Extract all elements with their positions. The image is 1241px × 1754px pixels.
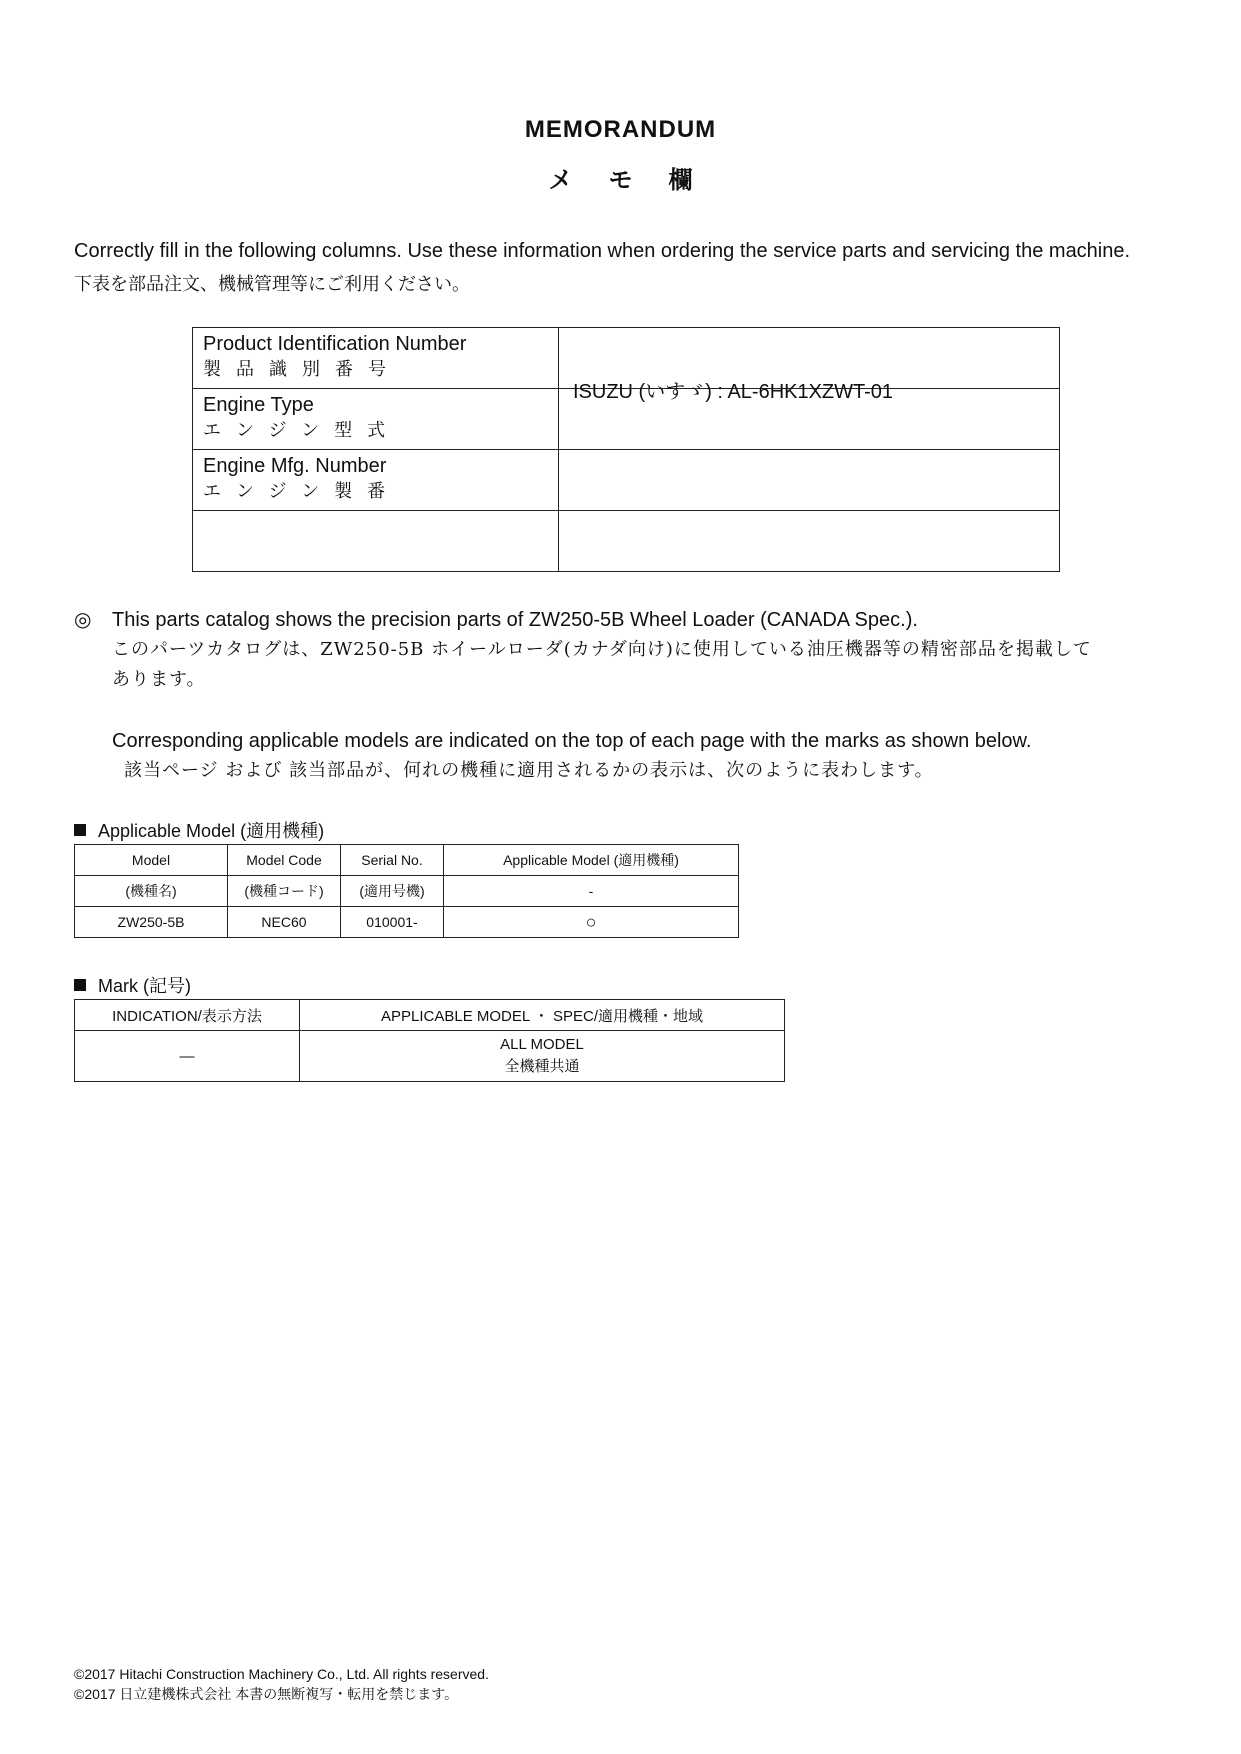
- table-row: [193, 450, 1060, 511]
- footer: [74, 1664, 489, 1704]
- engine-type-label: [193, 389, 559, 450]
- memo-table: [192, 327, 1060, 572]
- table-header-row: [75, 876, 739, 907]
- table-header-row: [75, 845, 739, 876]
- header-serial-jp: (適用号機): [341, 876, 444, 907]
- table-row: [193, 511, 1060, 572]
- label-en: Engine Type: [203, 394, 314, 416]
- square-bullet-icon: [74, 979, 86, 991]
- label-jp: エンジン型式: [203, 420, 401, 441]
- instructions-jp: 下表を部品注文、機械管理等にご利用ください。: [74, 274, 470, 295]
- header-applicable: Applicable Model (適用機種): [444, 845, 739, 876]
- catalog-note-jp-1: このパーツカタログは、ZW250-5B ホイールローダ(カナダ向け)に使用している油圧機器等の精密部品を掲載して: [112, 639, 1092, 660]
- cell-model: ZW250-5B: [75, 907, 228, 938]
- cell-serial: 010001-: [341, 907, 444, 938]
- heading-text: Applicable Model (適用機種): [98, 821, 325, 841]
- blank-label[interactable]: [193, 511, 559, 572]
- header-model-code: Model Code: [228, 845, 341, 876]
- catalog-note: [74, 605, 1174, 695]
- header-model-code-jp: (機種コード): [228, 876, 341, 907]
- engine-type-value: ISUZU (いすゞ) : AL-6HK1XZWT-01: [559, 359, 1060, 420]
- engine-mfg-field[interactable]: [559, 450, 1060, 511]
- engine-mfg-label: [193, 450, 559, 511]
- header-applicable-jp: -: [444, 876, 739, 907]
- mark-heading: [74, 972, 191, 998]
- header-model: Model: [75, 845, 228, 876]
- header-model-jp: (機種名): [75, 876, 228, 907]
- table-header-row: [75, 1000, 785, 1031]
- header-serial: Serial No.: [341, 845, 444, 876]
- catalog-note-jp-2: あります。: [112, 669, 206, 690]
- corresponding-note: [112, 726, 1192, 786]
- label-jp: エンジン製番: [203, 481, 401, 502]
- double-circle-icon: ◎: [74, 609, 92, 631]
- instructions-en: Correctly fill in the following columns. Use these information when ordering the service parts and servicing the machine.: [74, 240, 1131, 262]
- cell-indication: —: [75, 1031, 300, 1082]
- header-spec: APPLICABLE MODEL ・ SPEC/適用機種・地域: [300, 1000, 785, 1031]
- square-bullet-icon: [74, 824, 86, 836]
- label-jp: 製品識別番号: [203, 359, 401, 380]
- applicable-model-table: [74, 844, 739, 938]
- corresponding-jp: 該当ページ および 該当部品が、何れの機種に適用されるかの表示は、次のように表わします。: [124, 760, 934, 781]
- label-en: Engine Mfg. Number: [203, 455, 387, 477]
- cell-spec: [300, 1031, 785, 1082]
- product-id-label: [193, 328, 559, 389]
- spec-jp: 全機種共通: [504, 1058, 580, 1075]
- cell-applicable-mark: ○: [444, 907, 739, 938]
- copyright-en: ©2017 Hitachi Construction Machinery Co., Ltd. All rights reserved.: [74, 1666, 489, 1682]
- table-row: [75, 907, 739, 938]
- page-title-jp: メモ欄: [548, 167, 729, 194]
- heading-text: Mark (記号): [98, 976, 191, 996]
- table-row: [75, 1031, 785, 1082]
- blank-field[interactable]: [559, 511, 1060, 572]
- table-row: [193, 389, 1060, 450]
- applicable-model-heading: [74, 817, 324, 843]
- label-en: Product Identification Number: [203, 333, 467, 355]
- mark-table: [74, 999, 785, 1082]
- cell-model-code: NEC60: [228, 907, 341, 938]
- corresponding-en: Corresponding applicable models are indicated on the top of each page with the marks as shown below.: [112, 730, 1032, 752]
- header-indication: INDICATION/表示方法: [75, 1000, 300, 1031]
- page-title: MEMORANDUM: [524, 116, 717, 143]
- spec-en: ALL MODEL: [500, 1036, 584, 1053]
- copyright-jp: ©2017 日立建機株式会社 本書の無断複写・転用を禁じます。: [74, 1686, 459, 1702]
- catalog-note-en: This parts catalog shows the precision parts of ZW250-5B Wheel Loader (CANADA Spec.).: [112, 609, 918, 631]
